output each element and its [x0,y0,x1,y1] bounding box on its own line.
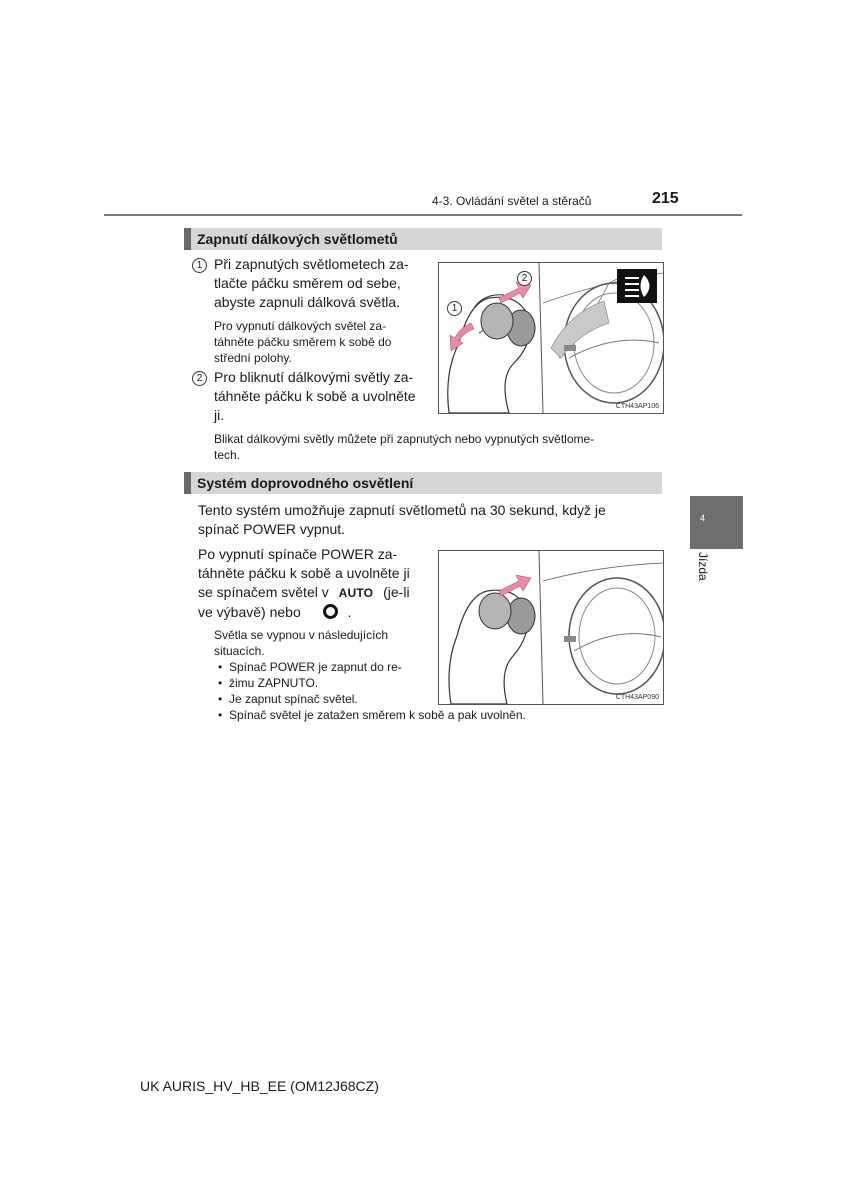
step-1-note [214,318,426,366]
step-1-line: Při zapnutých světlometech za- [214,256,409,272]
figure-follow-me-lever [438,550,664,705]
follow-me-instruction [198,545,426,622]
instruction-fragment: ve výbavě) nebo [198,604,301,620]
step-2-line: Pro bliknutí dálkovými světly za- [214,369,414,385]
list-item: • Spínač POWER je zapnut do re- [214,659,674,675]
step-2-line: ji. [214,407,225,423]
lever-illustration [439,263,663,413]
light-off-circle-icon [323,604,338,619]
step-1-text [214,255,426,312]
instruction-line: táhněte páčku k sobě a uvolněte ji [198,565,410,581]
instruction-fragment: (je-li [383,584,410,600]
list-item: • Spínač světel je zatažen směrem k sobě a pak uvolněn. [214,707,674,723]
instruction-line [198,583,426,603]
chapter-number: 4 [700,513,706,523]
chapter-tab [690,496,743,549]
step-1-line: tlačte páčku směrem od sebe, [214,275,401,291]
step-1-note-line: Pro vypnutí dálkových světel za- [214,319,387,333]
flash-note [214,431,662,463]
callout-1: 1 [447,301,462,316]
running-header-section: 4-3. Ovládání světel a stěračů [432,194,592,208]
figure-code: CTH43AP090 [615,694,659,701]
section-heading-follow-me: Systém doprovodného osvětlení [184,472,662,494]
intro-line: Tento systém umožňuje zapnutí světlometů na 30 sekund, když je [198,502,606,518]
header-rule [104,214,742,216]
instruction-fragment: se spínačem světel v [198,584,329,600]
step-2-line: táhněte páčku k sobě a uvolněte [214,388,416,404]
step-2-text [214,368,426,425]
note-line: Světla se vypnou v následujících [214,628,389,642]
lever-illustration [439,551,663,704]
flash-note-line: Blikat dálkovými světly můžete při zapnutých nebo vypnutých světlome- [214,432,595,446]
figure-code: CTH43AP106 [615,403,659,410]
figure-high-beam-lever [438,262,664,414]
page-number: 215 [652,190,679,207]
flash-note-line: tech. [214,448,241,462]
list-item: • Je zapnut spínač světel. [214,691,674,707]
note-line: situacích. [214,644,265,658]
step-1-note-line: střední polohy. [214,351,292,365]
intro-line: spínač POWER vypnut. [198,521,346,537]
callout-2: 2 [517,271,532,286]
footer-code: UK AURIS_HV_HB_EE (OM12J68CZ) [140,1078,379,1094]
instruction-fragment: . [347,604,352,620]
follow-me-intro [198,501,658,539]
lights-off-note [214,627,426,659]
step-2-marker: 2 [192,371,207,386]
section-heading-high-beam: Zapnutí dálkových světlometů [184,228,662,250]
auto-position-label: AUTO [338,586,374,600]
step-1-line: abyste zapnuli dálková světla. [214,294,400,310]
instruction-line: Po vypnutí spínače POWER za- [198,546,398,562]
instruction-line [198,603,426,622]
step-1-marker: 1 [192,258,207,273]
list-item-text: žimu ZAPNUTO. [229,676,319,690]
chapter-label: Jízda [696,552,710,581]
step-1-note-line: táhněte páčku směrem k sobě do [214,335,392,349]
